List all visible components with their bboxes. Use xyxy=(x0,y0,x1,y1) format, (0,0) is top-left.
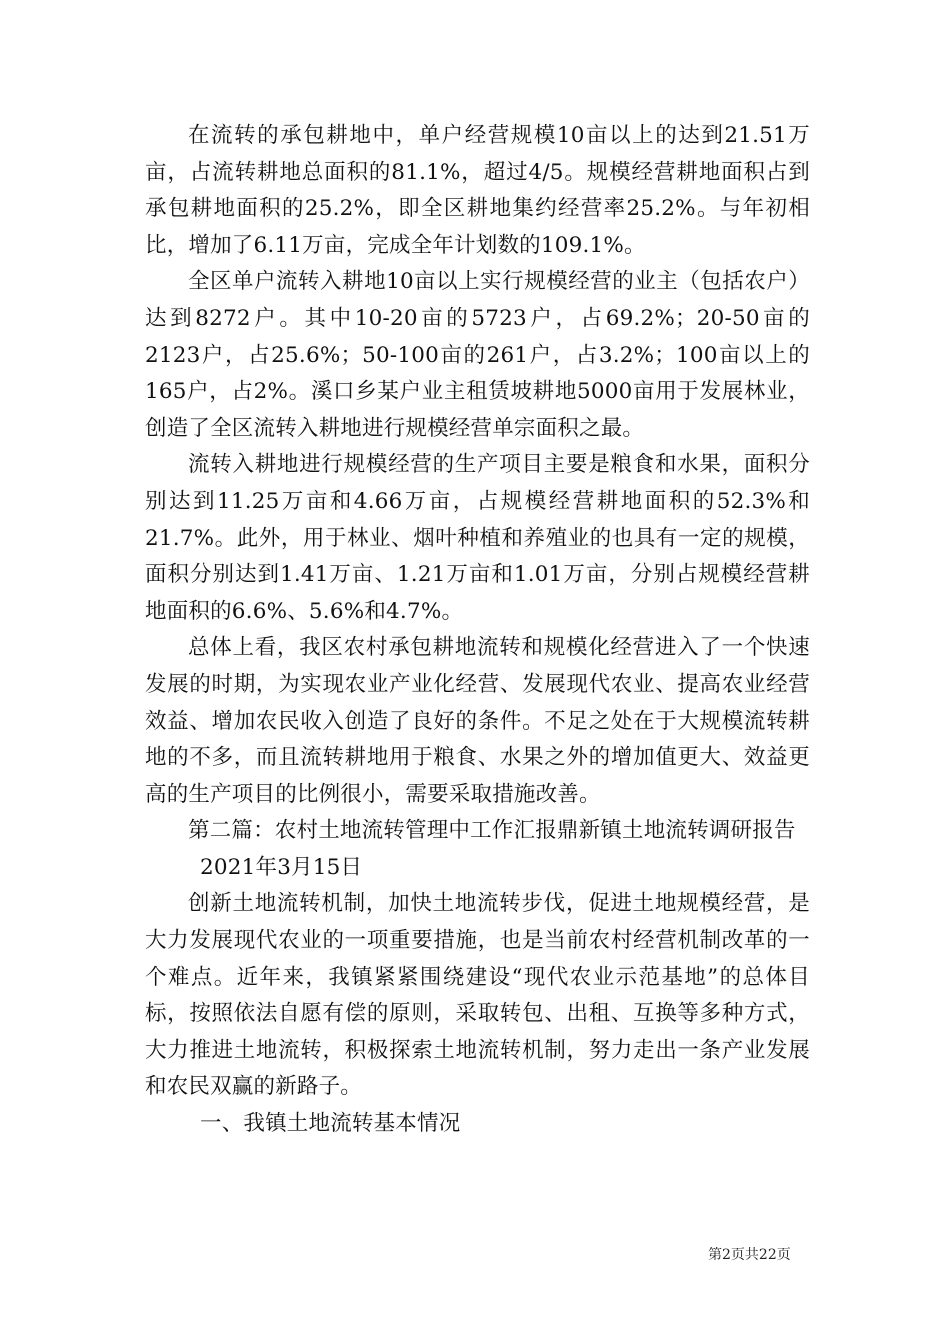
paragraph-summary: 总体上看，我区农村承包耕地流转和规模化经营进入了一个快速发展的时期，为实现农业产业化经营、发展现代农业、提高农业经营效益、增加农民收入创造了良好的条件。不足之处在于大规模流转耕地的不多，而且流转耕地用于粮食、水果之外的增加值更大、效益更高的生产项目的比例很小，需要采取措施改善。 xyxy=(145,635,810,807)
paragraph-household-operators: 全区单户流转入耕地10亩以上实行规模经营的业主（包括农户）达到8272户。其中10-20亩的5723户，占69.2%；20-50亩的2123户，占25.6%；50-100亩的261户，占3.2%；100亩以上的165户，占2%。溪口乡某户业主租赁坡耕地5000亩用于发展林业，创造了全区流转入耕地进行规模经营单宗面积之最。 xyxy=(145,269,810,441)
paragraph-scale-management-area: 在流转的承包耕地中，单户经营规模10亩以上的达到21.51万亩，占流转耕地总面积的81.1%，超过4/5。规模经营耕地面积占到承包耕地面积的25.2%，即全区耕地集约经营率25.2%。与年初相比，增加了6.11万亩，完成全年计划数的109.1%。 xyxy=(145,123,810,258)
report-date: 2021年3月15日 xyxy=(200,854,363,880)
second-article-title: 第二篇：农村土地流转管理中工作汇报鼎新镇土地流转调研报告 xyxy=(188,818,796,844)
paragraph-introduction: 创新土地流转机制，加快土地流转步伐，促进土地规模经营，是大力发展现代农业的一项重要措施，也是当前农村经营机制改革的一个难点。近年来，我镇紧紧围绕建设“现代农业示范基地”的总体目标，按照依法自愿有偿的原则，采取转包、出租、互换等多种方式，大力推进土地流转，积极探索土地流转机制，努力走出一条产业发展和农民双赢的新路子。 xyxy=(145,891,810,1100)
page-number: 第2页共22页 xyxy=(708,1247,791,1263)
paragraph-production-projects: 流转入耕地进行规模经营的生产项目主要是粮食和水果，面积分别达到11.25万亩和4.66万亩，占规模经营耕地面积的52.3%和21.7%。此外，用于林业、烟叶种植和养殖业的也具有一定的规模，面积分别达到1.41万亩、1.21万亩和1.01万亩，分别占规模经营耕地面积的6.6%、5.6%和4.7%。 xyxy=(145,452,810,624)
document-body xyxy=(145,118,810,1143)
section-heading-basic-situation: 一、我镇土地流转基本情况 xyxy=(200,1111,461,1137)
